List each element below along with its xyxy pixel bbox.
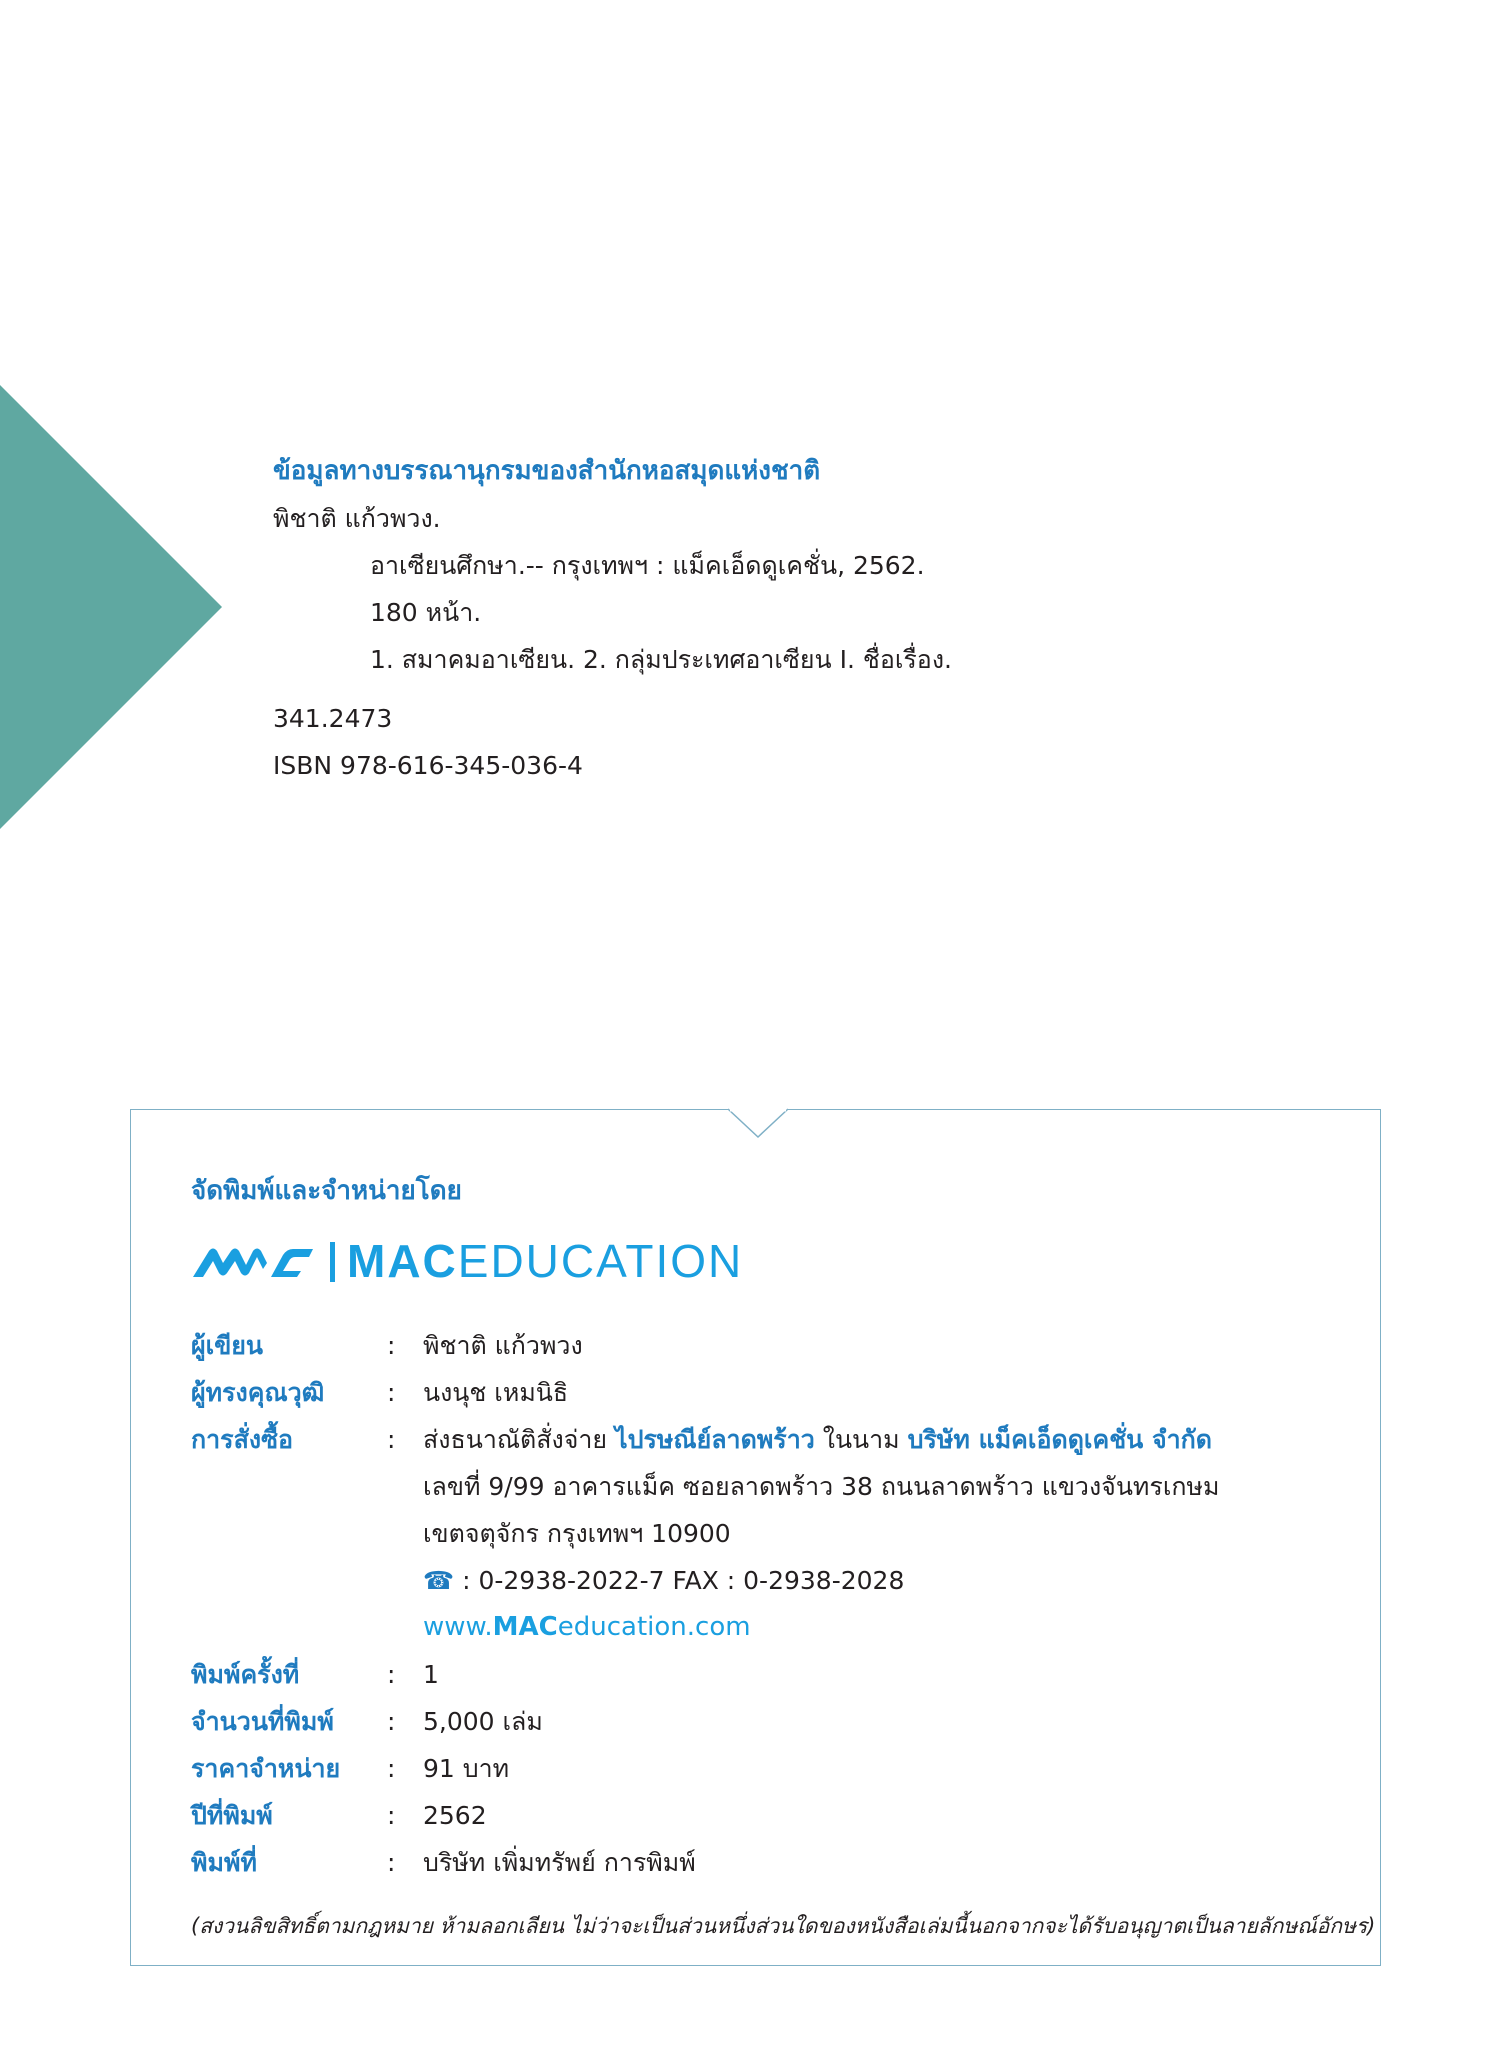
order-label: การสั่งซื้อ — [191, 1425, 294, 1454]
cip-isbn: ISBN 978-616-345-036-4 — [273, 751, 583, 780]
author-value: พิชาติ แก้วพวง — [423, 1331, 583, 1360]
address-line1: เลขที่ 9/99 อาคารแม็ค ซอยลาดพร้าว 38 ถนนลาดพร้าว แขวงจันทรเกษม — [423, 1472, 1220, 1501]
order-value — [423, 1416, 1321, 1651]
mac-education-logo — [191, 1230, 743, 1292]
printer-value: บริษัท เพิ่มทรัพย์ การพิมพ์ — [423, 1848, 696, 1877]
address-line2: เขตจตุจักร กรุงเทพฯ 10900 — [423, 1519, 731, 1548]
web-mac: MAC — [492, 1612, 558, 1642]
colon: : — [387, 1331, 396, 1360]
order-instruction — [423, 1416, 1321, 1463]
box-notch — [728, 1107, 788, 1139]
year-row — [191, 1792, 1321, 1839]
edition-value: 1 — [423, 1660, 439, 1689]
colon: : — [387, 1754, 396, 1783]
order-pre: ส่งธนาณัติสั่งจ่าย — [423, 1425, 616, 1454]
price-value: 91 บาท — [423, 1754, 510, 1783]
expert-value: นงนุช เหมนิธิ — [423, 1378, 569, 1407]
web-www: www. — [423, 1612, 493, 1642]
logo-education-text: EDUCATION — [457, 1235, 744, 1287]
year-label: ปีที่พิมพ์ — [191, 1801, 273, 1830]
cip-line2: 180 หน้า. — [370, 598, 482, 627]
logo-mac-text: MAC — [347, 1235, 458, 1287]
logo-divider — [330, 1242, 335, 1282]
phone-fax: : 0-2938-2022-7 FAX : 0-2938-2028 — [454, 1566, 905, 1595]
author-label: ผู้เขียน — [191, 1331, 264, 1360]
edition-label: พิมพ์ครั้งที่ — [191, 1660, 300, 1689]
order-mid: ในนาม — [814, 1425, 908, 1454]
cip-classification: 341.2473 — [273, 704, 393, 733]
price-label: ราคาจำหน่าย — [191, 1754, 341, 1783]
cip-block — [273, 448, 952, 789]
printer-label: พิมพ์ที่ — [191, 1848, 257, 1877]
publisher-box — [130, 1109, 1381, 1966]
logo-wordmark — [330, 1234, 743, 1288]
colon: : — [387, 1848, 396, 1877]
web-education: education — [557, 1612, 687, 1642]
phone-line — [423, 1557, 1321, 1604]
copyright-note: (สงวนลิขสิทธิ์ตามกฎหมาย ห้ามลอกเลียน ไม่ว่าจะเป็นส่วนหนึ่งส่วนใดของหนังสือเล่มนี้นอกจากจะได้รับอนุญาตเป็นลายลักษณ์อักษร) — [191, 1914, 1376, 1938]
colon: : — [387, 1707, 396, 1736]
order-company: บริษัท แม็คเอ็ดดูเคชั่น จำกัด — [907, 1425, 1213, 1454]
colon: : — [387, 1801, 396, 1830]
expert-label: ผู้ทรงคุณวุฒิ — [191, 1378, 325, 1407]
publisher-details — [191, 1322, 1321, 1886]
price-row — [191, 1745, 1321, 1792]
cip-title: ข้อมูลทางบรรณานุกรมของสำนักหอสมุดแห่งชาติ — [273, 456, 821, 486]
cip-line3: 1. สมาคมอาเซียน. 2. กลุ่มประเทศอาเซียน I. ชื่อเรื่อง. — [370, 645, 952, 674]
cip-line1: อาเซียนศึกษา.-- กรุงเทพฯ : แม็คเอ็ดดูเคชั่น, 2562. — [370, 551, 925, 580]
order-row — [191, 1416, 1321, 1651]
order-post-office: ไปรษณีย์ลาดพร้าว — [615, 1425, 815, 1454]
mac-logo-mark-icon — [191, 1241, 316, 1281]
website[interactable] — [423, 1604, 1321, 1651]
copies-label: จำนวนที่พิมพ์ — [191, 1707, 334, 1736]
edition-row — [191, 1651, 1321, 1698]
cip-author: พิชาติ แก้วพวง. — [273, 504, 441, 533]
decorative-teal-triangle — [0, 385, 222, 829]
web-com: .com — [686, 1612, 751, 1642]
copies-row — [191, 1698, 1321, 1745]
copies-value: 5,000 เล่ม — [423, 1707, 543, 1736]
printer-row — [191, 1839, 1321, 1886]
author-row — [191, 1322, 1321, 1369]
year-value: 2562 — [423, 1801, 487, 1830]
colon: : — [387, 1378, 396, 1407]
phone-icon: ☎ — [423, 1566, 455, 1595]
expert-row — [191, 1369, 1321, 1416]
publisher-heading: จัดพิมพ์และจำหน่ายโดย — [191, 1176, 462, 1206]
colon: : — [387, 1425, 396, 1454]
colon: : — [387, 1660, 396, 1689]
